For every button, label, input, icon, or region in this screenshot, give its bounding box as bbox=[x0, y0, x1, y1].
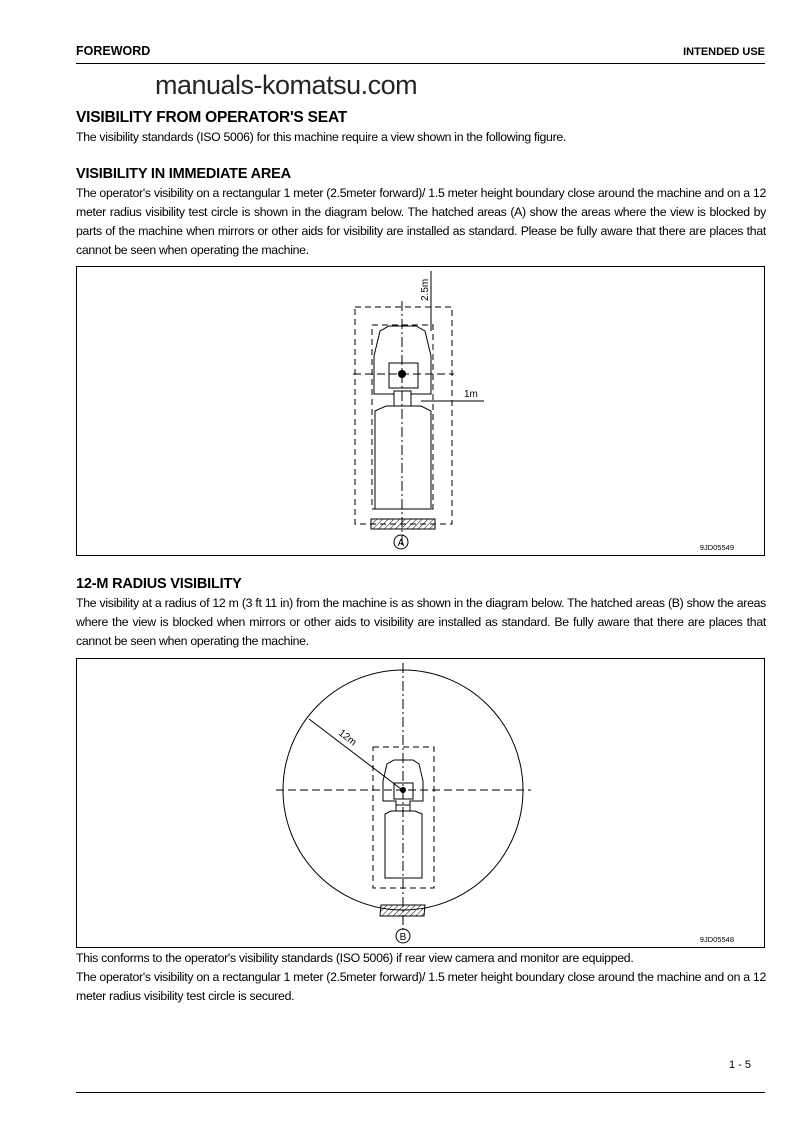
footer-notes bbox=[76, 949, 766, 1006]
conformance-text: This conforms to the operator's visibility standards (ISO 5006) if rear view camera and monitor are equipped. bbox=[76, 951, 634, 965]
section-heading-12m-radius: 12-M RADIUS VISIBILITY bbox=[76, 576, 242, 592]
hatched-area-b bbox=[380, 905, 425, 916]
boundary-outer bbox=[355, 307, 452, 524]
section-body-immediate-area: The operator's visibility on a rectangular 1 meter (2.5meter forward)/ 1.5 meter height boundary close around the machine and on a 12 meter radius visibility test circle is shown in the diagram below. The hatched areas (A) show the areas where the view is blocked by parts of the machine when mirrors or other aids for visibility are installed as standard. Please be fully aware that there are places that cannot be seen when operating the machine. bbox=[76, 186, 766, 257]
radius-line bbox=[309, 719, 401, 789]
header-chapter: INTENDED USE bbox=[683, 46, 765, 58]
page-title: VISIBILITY FROM OPERATOR'S SEAT bbox=[76, 109, 348, 126]
figure-12m-radius bbox=[76, 658, 765, 948]
intro-text: The visibility standards (ISO 5006) for this machine require a view shown in the following figure. bbox=[76, 130, 567, 144]
radius-diagram bbox=[77, 659, 766, 949]
area-label-a: A bbox=[397, 538, 405, 549]
hatched-area-a bbox=[371, 519, 435, 529]
footer-rule bbox=[76, 1092, 765, 1093]
operator-seat-icon bbox=[398, 370, 406, 378]
page-number: 1 - 5 bbox=[728, 1059, 751, 1071]
section-heading-immediate-area: VISIBILITY IN IMMEDIATE AREA bbox=[76, 166, 291, 182]
watermark: manuals-komatsu.com bbox=[155, 70, 418, 100]
header-rule bbox=[76, 63, 765, 64]
header-section: FOREWORD bbox=[76, 44, 151, 58]
figure-code: 9JD05548 bbox=[699, 935, 734, 944]
figure-immediate-area bbox=[76, 266, 765, 556]
immediate-area-diagram bbox=[77, 267, 766, 557]
area-label-b: B bbox=[399, 932, 407, 943]
figure-code: 9JD05549 bbox=[699, 543, 734, 552]
operator-seat-icon bbox=[400, 787, 406, 793]
dim-label-side: 1m bbox=[464, 389, 478, 400]
section-body-12m-radius: The visibility at a radius of 12 m (3 ft 11 in) from the machine is as shown in the diagram below. The hatched areas (B) show the areas where the view is blocked when mirrors or other aids to visibility are installed as standard. Be fully aware that there are places that cannot be seen when operating the machine. bbox=[76, 596, 766, 648]
dim-label-forward: 2.5m bbox=[420, 278, 431, 301]
dim-label-radius: 12m bbox=[336, 727, 359, 749]
visibility-secured-text: The operator's visibility on a rectangular 1 meter (2.5meter forward)/ 1.5 meter height boundary close around the machine and on a 12 meter radius visibility test circle is secured. bbox=[76, 970, 766, 1003]
tractor-rear bbox=[375, 406, 431, 509]
